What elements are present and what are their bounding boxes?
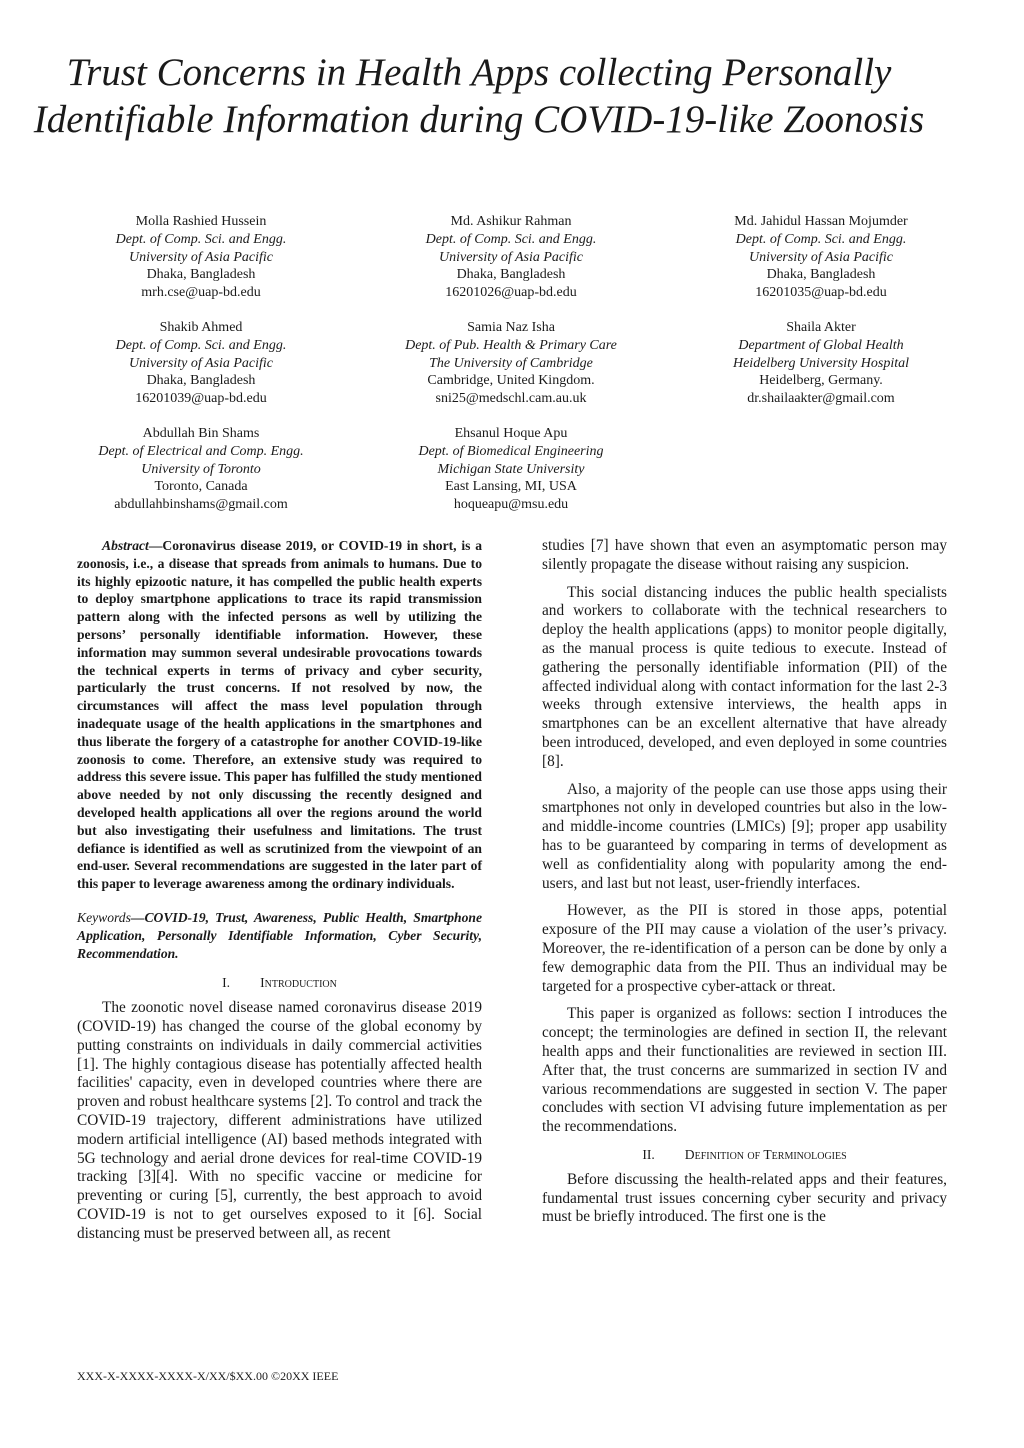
author-email: dr.shailaakter@gmail.com (747, 391, 895, 407)
author-block (46, 425, 356, 514)
abstract-label: Abstract (102, 538, 149, 553)
author-block (666, 213, 976, 302)
author-dept: Dept. of Comp. Sci. and Engg. (735, 231, 907, 247)
paragraph: However, as the PII is stored in those apps, potential exposure of the PII may cause a violation of the user’s privacy. Moreover, the re-identification of a person can be done by only a few demographic data from the PII. Thus an individual may be targeted for a prospective cyber-attack or threat. (542, 902, 947, 995)
left-column (77, 537, 482, 1252)
author-org: University of Toronto (141, 461, 261, 477)
author-dept: Dept. of Pub. Health & Primary Care (405, 337, 617, 353)
author-name: Shaila Akter (786, 319, 856, 335)
author-email: mrh.cse@uap-bd.edu (141, 285, 261, 301)
author-name: Ehsanul Hoque Apu (454, 425, 568, 441)
keywords-text: —COVID-19, Trust, Awareness, Public Health, Smartphone Application, Personally Identifiable Information, Cyber Security, Recommendation. (77, 909, 482, 961)
section-title: Definition of Terminologies (684, 1146, 847, 1162)
author-block (356, 213, 666, 302)
paragraph: This social distancing induces the public health specialists and workers to collaborate with the technical researchers to deploy the health applications (apps) to monitor people digitally, as the manual process is quite tedious to execute. Instead of gathering the personally identifiable information (PII) of the affected individual along with contact information for the last 2-3 weeks through extensive interviews, the health apps in smartphones can be an excellent alternative that have already been introduced, developed, and even deployed in some countries [8]. (542, 583, 947, 770)
author-location: Dhaka, Bangladesh (766, 267, 876, 283)
section-title: Introduction (260, 975, 337, 991)
section-number: I. (222, 975, 231, 991)
author-block (666, 319, 976, 408)
section-heading (77, 974, 482, 993)
author-name: Abdullah Bin Shams (142, 425, 260, 441)
author-dept: Dept. of Comp. Sci. and Engg. (425, 231, 597, 247)
author-org: Michigan State University (437, 461, 585, 477)
keywords-label: Keywords (77, 909, 131, 925)
author-location: East Lansing, MI, USA (445, 479, 577, 495)
author-block (46, 319, 356, 408)
right-column (542, 537, 947, 1236)
author-org: University of Asia Pacific (129, 355, 273, 371)
author-name: Md. Ashikur Rahman (450, 214, 572, 229)
author-org: University of Asia Pacific (439, 249, 583, 265)
author-org: University of Asia Pacific (749, 249, 893, 265)
author-org: University of Asia Pacific (129, 249, 273, 265)
author-org: Heidelberg University Hospital (732, 355, 909, 371)
author-email: hoqueapu@msu.edu (453, 497, 569, 513)
author-dept: Dept. of Electrical and Comp. Engg. (98, 443, 304, 459)
author-name: Samia Naz Isha (467, 319, 555, 335)
paragraph: Also, a majority of the people can use those apps using their smartphones not only in developed countries but also in the low- and middle-income countries (LMICs) [9]; proper app usability has to be guaranteed by comparing in terms of development as well as confidentiality along with popularity among the end-users, and last but not least, user-friendly interfaces. (542, 780, 947, 892)
author-location: Toronto, Canada (154, 479, 248, 495)
author-email: sni25@medschl.cam.au.uk (435, 391, 587, 407)
author-name: Shakib Ahmed (159, 319, 243, 335)
author-dept: Dept. of Comp. Sci. and Engg. (115, 337, 287, 353)
author-block (46, 213, 356, 302)
abstract (77, 537, 482, 893)
author-email: 16201035@uap-bd.edu (755, 285, 887, 301)
section-heading (542, 1146, 947, 1165)
footer-copyright: XXX-X-XXXX-XXXX-X/XX/$XX.00 ©20XX IEEE (77, 1369, 339, 1383)
section-number: II. (642, 1146, 655, 1162)
author-location: Cambridge, United Kingdom. (427, 373, 595, 389)
author-location: Dhaka, Bangladesh (456, 267, 566, 283)
author-location: Heidelberg, Germany. (759, 373, 883, 389)
author-block (356, 425, 666, 514)
keywords (77, 909, 482, 962)
author-dept: Dept. of Biomedical Engineering (418, 443, 604, 459)
author-dept: Department of Global Health (738, 337, 904, 353)
paper-title: Trust Concerns in Health Apps collecting Personally Identifiable Information during COVID-19-like Zoonosis (33, 51, 925, 141)
author-name: Md. Jahidul Hassan Mojumder (734, 214, 908, 229)
paragraph: Before discussing the health-related apps and their features, fundamental trust issues concerning cyber security and privacy must be briefly introduced. The first one is the (542, 1170, 947, 1226)
paragraph: The zoonotic novel disease named coronavirus disease 2019 (COVID-19) has changed the course of the global economy by putting constraints on individuals in daily commercial activities [1]. The highly contagious disease has potentially affected health facilities' capacity, even in developed countries where there are proven and robust healthcare systems [2]. To control and track the COVID-19 trajectory, different administrations have utilized modern artificial intelligence (AI) based methods integrated with 5G technology and aerial drone devices for real-time COVID-19 tracking [3][4]. With no specific vaccine or medicine for preventing or curing [5], currently, the best approach to avoid COVID-19 is not to get ourselves exposed to it [6]. Social distancing must be preserved between all, as recent (77, 999, 482, 1242)
author-email: 16201039@uap-bd.edu (135, 391, 267, 407)
author-email: 16201026@uap-bd.edu (445, 285, 577, 301)
author-email: abdullahbinshams@gmail.com (114, 497, 288, 513)
author-dept: Dept. of Comp. Sci. and Engg. (115, 231, 287, 247)
author-location: Dhaka, Bangladesh (146, 267, 256, 283)
author-block (356, 319, 666, 408)
author-name: Molla Rashied Hussein (135, 214, 267, 229)
paragraph: studies [7] have shown that even an asymptomatic person may silently propagate the disease without raising any suspicion. (542, 537, 947, 573)
abstract-text: —Coronavirus disease 2019, or COVID-19 in short, is a zoonosis, i.e., a disease that spreads from animals to humans. Due to its highly epizootic nature, it has compelled the public health experts to deploy smartphone applications to trace its rapid transmission pattern along with the infected persons as well by utilizing the persons’ personally identifiable information. However, these information may summon several undesirable provocations towards the technical experts in terms of privacy and cyber security, particularly the trust concerns. If not resolved by now, the circumstances will affect the mass level population through inadequate usage of the health applications in the smartphones and thus liberate the forgery of a catastrophe for another COVID-19-like zoonosis to come. Therefore, an extensive study was required to address this severe issue. This paper has fulfilled the study mentioned above needed by not only discussing the recently designed and developed health applications all over the regions around the world but also investigating their usefulness and limitations. The trust defiance is identified as well as scrutinized from the viewpoint of an end-user. Several recommendations are suggested in the later part of this paper to leverage awareness among the ordinary individuals. (77, 538, 482, 892)
author-location: Dhaka, Bangladesh (146, 373, 256, 389)
author-list (46, 213, 978, 514)
paragraph: This paper is organized as follows: section I introduces the concept; the terminologies are defined in section II, the relevant health apps and their functionalities are reviewed in section III. After that, the trust concerns are summarized in section IV and various recommendations are suggested in section V. The paper concludes with section VI advising future implementation as per the recommendations. (542, 1005, 947, 1136)
author-org: The University of Cambridge (429, 355, 593, 371)
